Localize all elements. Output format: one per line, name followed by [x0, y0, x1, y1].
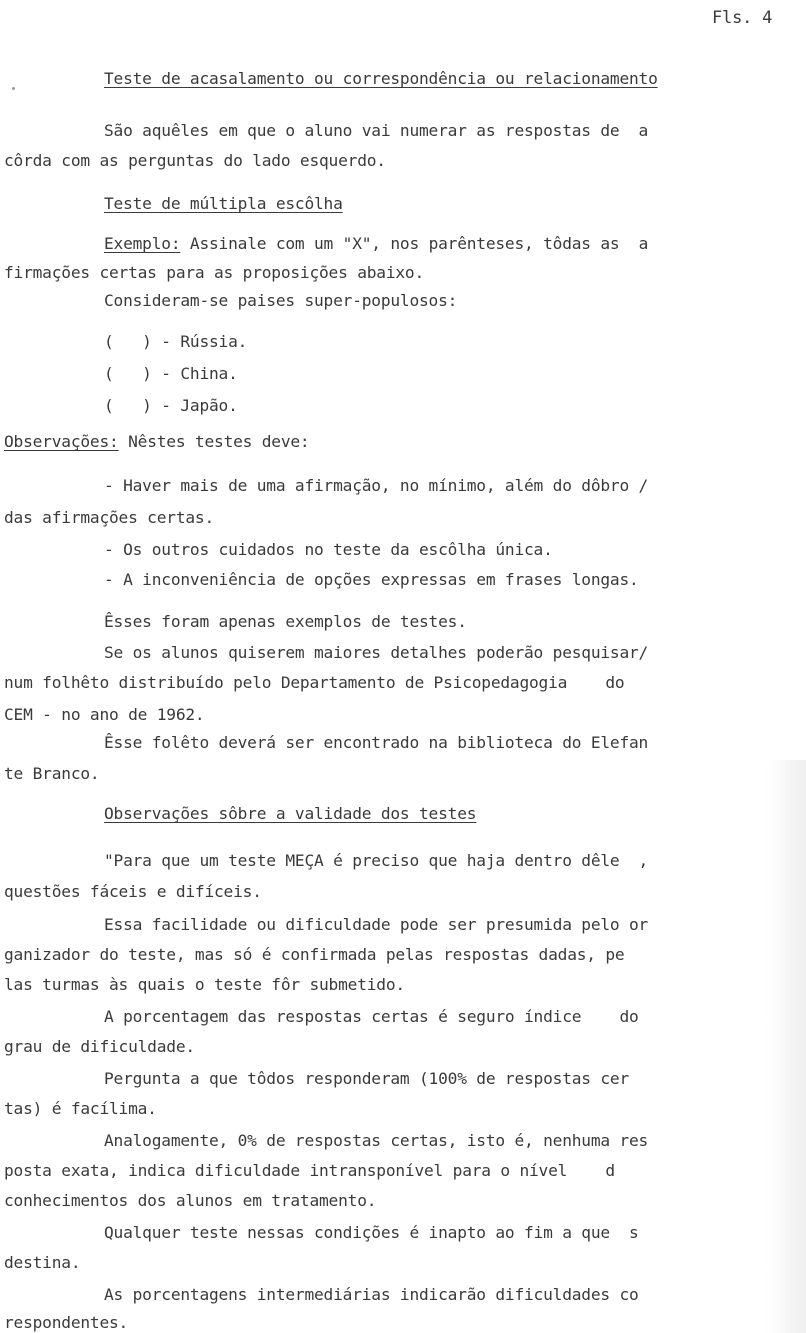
paragraph-line: respondentes.	[4, 1313, 129, 1332]
paragraph-line: Qualquer teste nessas condições é inapto ao fim a que s	[104, 1223, 639, 1242]
margin-mark	[12, 87, 15, 90]
option-item: ( ) - China.	[104, 364, 238, 383]
paragraph-line: te Branco.	[4, 764, 100, 783]
paragraph-line: CEM - no ano de 1962.	[4, 705, 205, 724]
paragraph-line: côrda com as perguntas do lado esquerdo.	[4, 151, 386, 170]
paragraph-line: firmações certas para as proposições abaixo.	[4, 263, 425, 282]
observations-intro: Nêstes testes deve:	[118, 432, 310, 451]
paragraph-line: As porcentagens intermediárias indicarão dificuldades co	[104, 1285, 639, 1304]
consider-text: Consideram-se paises super-populosos:	[104, 291, 458, 310]
paragraph-line: tas) é facílima.	[4, 1099, 157, 1118]
page-edge-shadow	[766, 760, 806, 1333]
observation-item: - A inconveniência de opções expressas em frases longas.	[104, 570, 639, 589]
observation-item: das afirmações certas.	[4, 508, 215, 527]
observation-item: - Os outros cuidados no teste da escôlha única.	[104, 540, 553, 559]
example-text: Assinale com um "X", nos parênteses, tôdas as a	[180, 234, 649, 253]
observation-item: - Haver mais de uma afirmação, no mínimo, além do dôbro /	[104, 476, 649, 495]
observations-paragraph	[4, 432, 309, 452]
paragraph-line: Pergunta a que tôdos responderam (100% de respostas cer	[104, 1069, 630, 1088]
paragraph-line: grau de dificuldade.	[4, 1037, 195, 1056]
paragraph-line: posta exata, indica dificuldade intransponível para o nível d	[4, 1161, 615, 1180]
page-number: Fls. 4	[712, 8, 773, 28]
matching-test-heading: Teste de acasalamento ou correspondência ou relacionamento	[104, 69, 658, 88]
paragraph-line: Se os alunos quiserem maiores detalhes poderão pesquisar/	[104, 643, 649, 662]
paragraph-line: A porcentagem das respostas certas é seguro índice do	[104, 1007, 639, 1026]
paragraph-line: Analogamente, 0% de respostas certas, isto é, nenhuma res	[104, 1131, 649, 1150]
paragraph-line: Essa facilidade ou dificuldade pode ser presumida pelo or	[104, 915, 649, 934]
paragraph-line: questões fáceis e difíceis.	[4, 882, 262, 901]
paragraph-line: Êsses foram apenas exemplos de testes.	[104, 612, 467, 631]
paragraph-line: ganizador do teste, mas só é confirmada pelas respostas dadas, pe	[4, 945, 625, 964]
paragraph-line: Êsse folêto deverá ser encontrado na biblioteca do Elefan	[104, 733, 649, 752]
paragraph-line: las turmas às quais o teste fôr submetido.	[4, 975, 405, 994]
option-item: ( ) - Japão.	[104, 396, 238, 415]
paragraph-line: num folhêto distribuído pelo Departamento de Psicopedagogia do	[4, 673, 625, 692]
example-paragraph	[104, 234, 648, 254]
observations-label: Observações:	[4, 432, 119, 451]
validity-heading: Observações sôbre a validade dos testes	[104, 804, 477, 823]
option-item: ( ) - Rússia.	[104, 332, 248, 351]
paragraph-line: conhecimentos dos alunos em tratamento.	[4, 1191, 377, 1210]
paragraph-line: "Para que um teste MEÇA é preciso que haja dentro dêle ,	[104, 851, 649, 870]
paragraph-line: São aquêles em que o aluno vai numerar as respostas de a	[104, 121, 649, 140]
paragraph-line: destina.	[4, 1253, 81, 1272]
example-label: Exemplo:	[104, 234, 181, 253]
multiple-choice-heading: Teste de múltipla escôlha	[104, 194, 343, 213]
